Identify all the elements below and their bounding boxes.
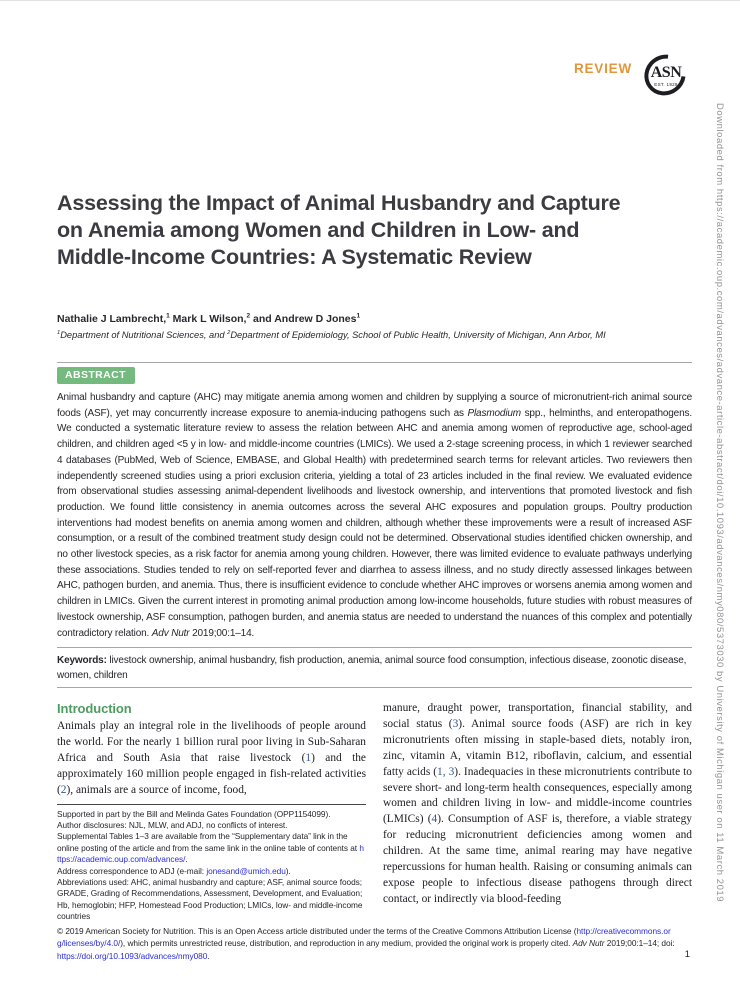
author-2-affil-mark: 2 <box>246 312 251 320</box>
copyright-text-1: © 2019 American Society for Nutrition. This is an Open Access article distributed under the terms of the Creative Commons Attribution License ( <box>57 926 577 936</box>
divider-below-keywords <box>57 687 692 688</box>
page-number: 1 <box>684 949 690 960</box>
author-1-affil-mark: 1 <box>166 312 170 320</box>
footnote-correspondence-close: ). <box>285 865 291 876</box>
intro-right-paragraph <box>383 701 692 908</box>
citation-ref-1-3[interactable]: 1, 3 <box>437 765 455 778</box>
intro-left-text-3: ), animals are a source of income, food, <box>66 783 247 796</box>
abstract-journal-ref: Adv Nutr <box>151 627 190 639</box>
keywords-line <box>57 653 692 683</box>
divider-above-abstract <box>57 362 692 363</box>
footnote-supplemental-period: . <box>185 854 188 865</box>
footnote-abbreviations: Abbreviations used: AHC, animal husbandry and capture; ASF, animal source foods; GRADE, Grading of Recommendations, Assessment, Development, and Evaluation; Hb, hemoglobin; HFP, Homestead Food Production; LMICs, low- and middle-income countries <box>57 876 363 922</box>
copyright-text-4: . <box>207 950 210 961</box>
citation-ref-1[interactable]: 1 <box>305 751 312 764</box>
copyright-text-2: ), which permits unrestricted reuse, distribution, and reproduction in any medium, provided the original work is properly cited. <box>120 938 573 949</box>
author-list <box>57 313 657 325</box>
intro-right-text-4: ). Consumption of ASF is, therefore, a viable strategy for reducing micronutrient deficiencies among women and children. At the same time, animal rearing may have negative repercussions for human health. Raising or consuming animals can expose people to infectious disease pathogens through direct contact, or indirectly via blood-feeding <box>383 813 692 905</box>
footnote-funding: Supported in part by the Bill and Melinda Gates Foundation (OPP1154099). <box>57 808 331 819</box>
journal-header <box>574 53 688 101</box>
divider-above-keywords <box>57 647 692 648</box>
copyright-notice <box>57 925 677 962</box>
intro-left-text-1: Animals play an integral role in the livelihoods of people around the world. For the nearly 1 billion rural poor living in Sub-Saharan Africa and South Asia that raise livestock ( <box>57 720 366 764</box>
keywords-label: Keywords: <box>57 655 107 666</box>
footnote-correspondence <box>57 866 366 877</box>
logo-text: ASN <box>650 64 682 81</box>
abstract-italic-plasmodium: Plasmodium <box>467 407 521 419</box>
advances-site-link[interactable]: https://academic.oup.com/advances/ <box>57 842 364 865</box>
citation-ref-4[interactable]: 4 <box>431 813 438 826</box>
affil-1: Department of Nutritional Sciences, and <box>60 330 228 340</box>
abstract-part-2: spp., helminths, and enteropathogens. We conducted a systematic literature review to assess the relation between AHC and anemia among women of reproductive age, school-aged children, and children aged <5 y in low- and middle-income countries (LMICs). We used a 2-stage screening process, in which 1 reviewer searched 4 databases (PubMed, Web of Science, EMBASE, and Global Health) with predetermined search terms for relevant articles. Two reviewers then independently screened studies using a priori exclusion criteria, yielding a total of 23 articles included in the final review. We evaluated evidence from observational studies assessing animal-dependent livelihoods and livestock ownership, and interventions that promoted livestock and fish production. We found little consistency in anemia outcomes across the several AHC exposures and population groups. Poultry production interventions had modest benefits on anemia among women and children, although whether these improvements were a result of increased ASF consumption, or a result of the combined treatment study design could not be determined. Observational studies identified chicken ownership, and no other livestock species, as a risk factor for anemia among young children. However, there was limited evidence to evaluate pathways underlying these associations. Studies tended to rely on self-reported fever and diarrhea to assess illness, and no study directly assessed linkages between AHC, pathogen burden, and anemia. Thus, there is insufficient evidence to conclude whether AHC improves or worsens anemia among women and children in LMICs. Given the current interest in promoting animal production among low-income households, future studies with robust measures of livestock ownership, ASF consumption, pathogen burden, and anemia status are needed to understand the nuances of this complex and potentially contradictory relation. <box>57 407 692 639</box>
affil-mark-2: 2 <box>227 329 231 336</box>
author-3-affil-mark: 1 <box>356 312 361 320</box>
right-column <box>383 701 692 923</box>
left-column <box>57 701 366 923</box>
keywords-text: livestock ownership, animal husbandry, fish production, anemia, animal source food consumption, infectious disease, zoonotic disease, women, children <box>57 655 687 682</box>
abstract-badge: ABSTRACT <box>57 367 135 384</box>
intro-right-text-2: ). Animal source foods (ASF) are rich in key micronutrients often missing in staple-based diets, notably iron, zinc, vitamin A, vitamin B12, riboflavin, calcium, and essential fatty acids ( <box>383 717 692 778</box>
footnote-supplemental <box>57 831 366 865</box>
citation-ref-2[interactable]: 2 <box>60 783 67 796</box>
download-notice: Downloaded from https://academic.oup.com/advances/advance-article-abstract/doi/10.1093/advances/nmy080/5373030 by University of Michigan user on 11 March 2019 <box>714 103 725 903</box>
creative-commons-link[interactable]: http://creativecommons.org/licenses/by/4.0/ <box>57 926 671 949</box>
footnote-correspondence-text: Address correspondence to ADJ (e-mail: <box>57 865 207 876</box>
logo-subtext: EST. 1928 <box>654 82 678 87</box>
author-1: Nathalie J Lambrecht, <box>57 313 167 325</box>
review-label: REVIEW <box>573 61 632 76</box>
copyright-text-3: 2019;00:1–14; doi: <box>604 938 675 949</box>
author-affiliation <box>57 330 677 340</box>
introduction-heading: Introduction <box>57 701 132 716</box>
author-3: and Andrew D Jones <box>250 313 357 325</box>
body-columns <box>57 701 692 923</box>
abstract-text <box>57 390 692 641</box>
doi-link[interactable]: https://doi.org/10.1093/advances/nmy080 <box>57 950 208 961</box>
article-title: Assessing the Impact of Animal Husbandry and Capture on Anemia among Women and Children in Low- and Middle-Income Countries: A Systematic Review <box>57 191 621 269</box>
footnote-supplemental-text: Supplemental Tables 1–3 are available from the “Supplementary data” link in the online posting of the article and from the same link in the online table of contents at <box>57 831 360 853</box>
affil-2: Department of Epidemiology, School of Public Health, University of Michigan, Ann Arbor, MI <box>230 330 606 340</box>
copyright-journal-ref: Adv Nutr <box>572 938 605 949</box>
citation-ref-3[interactable]: 3 <box>452 717 459 730</box>
asn-logo <box>644 53 688 101</box>
footnotes <box>57 805 366 923</box>
intro-left-text-2: ) and the approximately 160 million people engaged in fish-related activities ( <box>57 751 366 796</box>
affil-mark-1: 1 <box>57 329 61 336</box>
abstract-part-3: 2019;00:1–14. <box>189 627 255 639</box>
correspondence-email-link[interactable]: jonesand@umich.edu <box>206 865 286 876</box>
intro-right-text-1: manure, draught power, transportation, financial stability, and social status ( <box>383 702 692 730</box>
footnote-disclosures: Author disclosures: NJL, MLW, and ADJ, no conflicts of interest. <box>57 819 288 830</box>
abstract-part-1: Animal husbandry and capture (AHC) may mitigate anemia among women and children by supplying a source of micronutrient-rich animal source foods (ASF), yet may concurrently increase exposure to anemia-inducing pathogens such as <box>57 392 692 419</box>
author-2: Mark L Wilson, <box>169 313 247 325</box>
intro-left-paragraph <box>57 719 366 799</box>
intro-right-text-3: ). Inadequacies in these micronutrients contribute to severe short- and long-term health consequences, especially among women and children living in low- and middle-income countries (LMICs) ( <box>383 765 692 826</box>
